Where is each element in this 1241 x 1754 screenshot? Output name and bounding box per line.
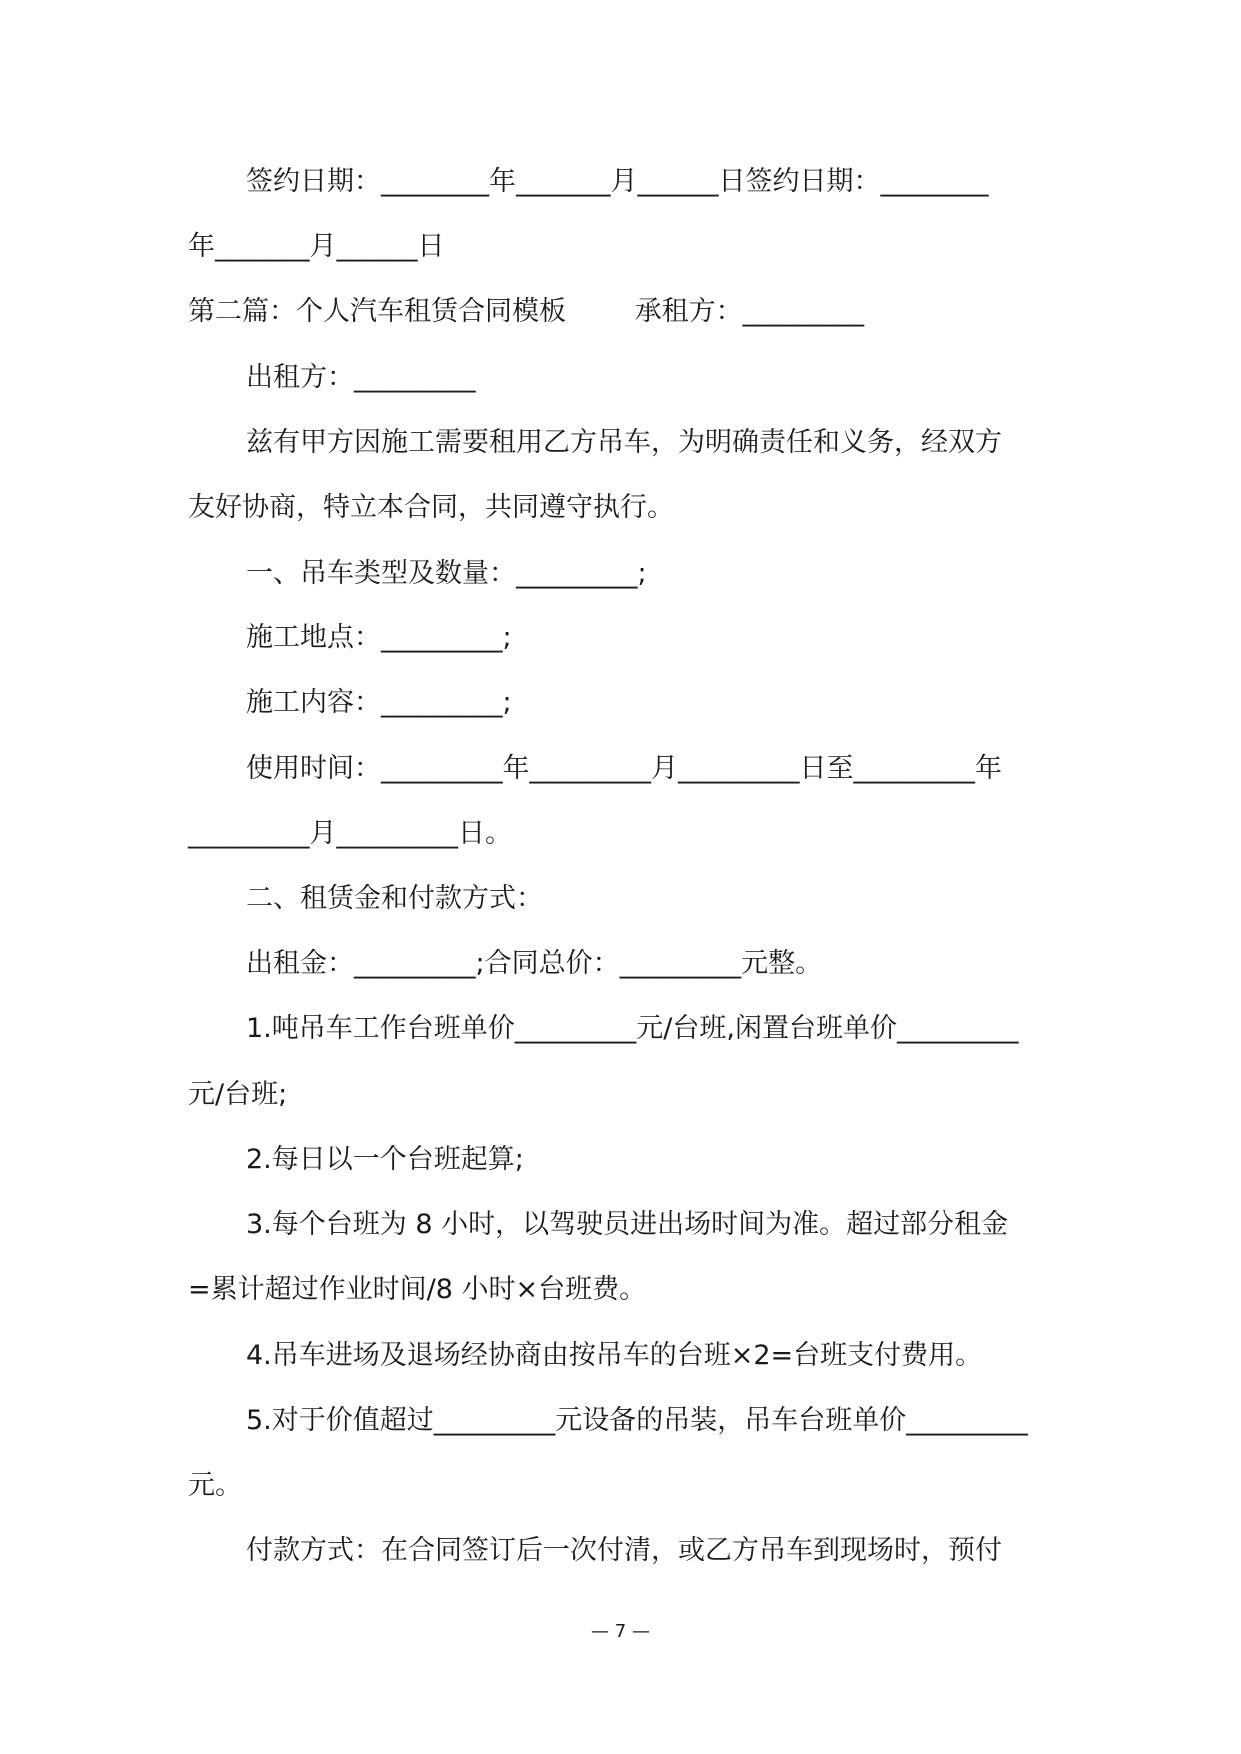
- line-text: =累计超过作业时间/8 小时×台班费。: [188, 1274, 647, 1305]
- text-line: [188, 1273, 1241, 1307]
- line-text: 5.对于价值超过_________元设备的吊装，吊车台班单价_________: [246, 1405, 1028, 1436]
- line-text: 1.吨吊车工作台班单价_________元/台班,闲置台班单价_________: [246, 1013, 1019, 1044]
- line-text: 元/台班;: [188, 1079, 288, 1110]
- line-text: 二、租赁金和付款方式：: [246, 883, 543, 914]
- text-line: [246, 621, 1241, 655]
- text-line: [246, 1012, 1241, 1046]
- line-text: 出租金：_________;合同总价：_________元整。: [246, 948, 823, 979]
- line-text: 友好协商，特立本合同，共同遵守执行。: [188, 492, 674, 523]
- line-text: 施工内容：_________;: [246, 687, 512, 718]
- line-text: 付款方式：在合同签订后一次付清，或乙方吊车到现场时，预付: [246, 1535, 1002, 1566]
- page-number: — 7 —: [591, 1621, 650, 1642]
- text-line: [246, 557, 1241, 591]
- text-line: [246, 426, 1241, 460]
- text-line: [188, 491, 1241, 525]
- text-line: [246, 1404, 1241, 1438]
- line-text: 出租方：_________: [246, 362, 476, 393]
- text-line: [246, 1339, 1241, 1373]
- line-text: 元。: [188, 1470, 242, 1501]
- text-line: [188, 1078, 1241, 1112]
- text-line: [246, 165, 1241, 199]
- line-text: 施工地点：_________;: [246, 622, 512, 653]
- text-line: [246, 361, 1241, 395]
- text-line: [246, 686, 1241, 720]
- text-line: [246, 947, 1241, 981]
- text-line: [246, 1143, 1241, 1177]
- text-line: [246, 882, 1241, 916]
- text-line: [246, 1208, 1241, 1242]
- line-text: 兹有甲方因施工需要租用乙方吊车，为明确责任和义务，经双方: [246, 427, 1002, 458]
- text-line: [188, 230, 1241, 264]
- line-text: 3.每个台班为 8 小时，以驾驶员进出场时间为准。超过部分租金: [246, 1209, 1009, 1240]
- text-line: [246, 752, 1241, 786]
- text-line: [188, 817, 1241, 851]
- line-text: 签约日期：________年_______月______日签约日期：________: [246, 166, 989, 197]
- section-heading: [188, 295, 1241, 329]
- text-line: [246, 1534, 1241, 1568]
- text-line: [188, 1469, 1241, 1503]
- line-text: 2.每日以一个台班起算;: [246, 1144, 524, 1175]
- line-text: 一、吊车类型及数量：_________;: [246, 558, 647, 589]
- line-text: 第二篇：个人汽车租赁合同模板 承租方：_________: [188, 296, 865, 327]
- line-text: 使用时间：_________年_________月_________日至_________年: [246, 753, 1002, 784]
- line-text: _________月_________日。: [188, 818, 512, 849]
- line-text: 年_______月______日: [188, 231, 445, 262]
- line-text: 4.吊车进场及退场经协商由按吊车的台班×2=台班支付费用。: [246, 1340, 983, 1371]
